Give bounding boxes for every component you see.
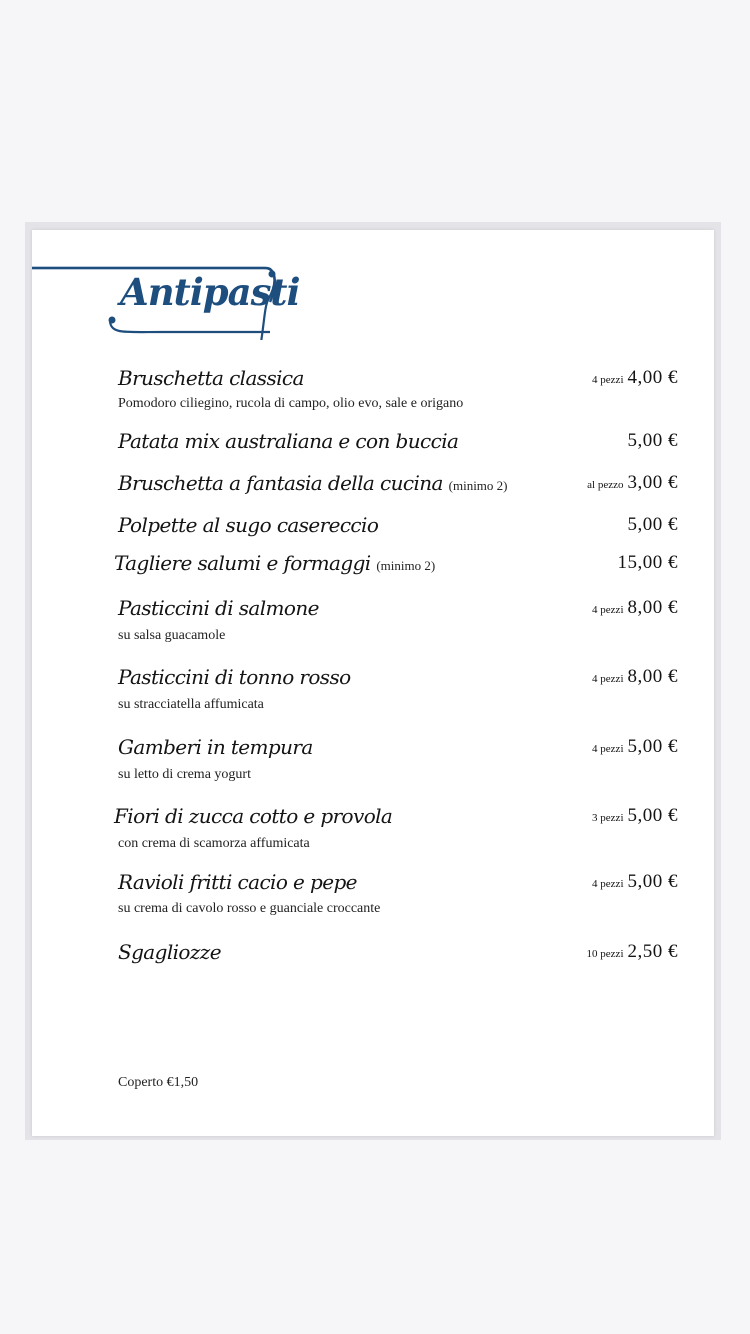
item-price: 4 pezzi 8,00 €: [592, 666, 678, 687]
menu-page: [32, 230, 714, 1136]
item-description: Pomodoro ciliegino, rucola di campo, olio evo, sale e origano: [118, 396, 464, 411]
item-price: 3 pezzi 5,00 €: [592, 805, 678, 826]
menu-item: [118, 429, 678, 456]
menu-item: [118, 471, 678, 498]
item-name: Sgagliozze: [118, 940, 221, 964]
item-name: Bruschetta classica: [118, 366, 304, 390]
item-price: 4 pezzi 8,00 €: [592, 597, 678, 618]
item-description: su crema di cavolo rosso e guanciale croccante: [118, 901, 381, 916]
menu-item: [114, 551, 678, 578]
menu-item: [118, 513, 678, 540]
cover-charge: Coperto €1,50: [118, 1075, 199, 1090]
item-name: Pasticcini di salmone: [118, 596, 319, 620]
item-name: Pasticcini di tonno rosso: [118, 665, 351, 689]
item-name: Tagliere salumi e formaggi (minimo 2): [114, 551, 436, 575]
item-name: Gamberi in tempura: [118, 735, 313, 759]
menu-title: Antipasti: [120, 270, 300, 314]
menu-item: [118, 665, 678, 713]
item-description: su letto di crema yogurt: [118, 767, 251, 782]
item-name: Polpette al sugo casereccio: [118, 513, 379, 537]
item-name: Bruschetta a fantasia della cucina (minimo 2): [118, 471, 508, 495]
item-price: 5,00 €: [627, 430, 678, 451]
item-description: su stracciatella affumicata: [118, 697, 264, 712]
menu-item: [114, 804, 678, 852]
item-price: 10 pezzi 2,50 €: [586, 941, 678, 962]
item-price: al pezzo 3,00 €: [587, 472, 678, 493]
item-description: su salsa guacamole: [118, 628, 226, 643]
item-price: 4 pezzi 4,00 €: [592, 367, 678, 388]
item-name: Patata mix australiana e con buccia: [118, 429, 459, 453]
item-name: Ravioli fritti cacio e pepe: [118, 870, 357, 894]
item-price: 15,00 €: [617, 552, 678, 573]
item-price: 5,00 €: [627, 514, 678, 535]
item-description: con crema di scamorza affumicata: [118, 836, 310, 851]
menu-item: [118, 366, 678, 412]
menu-item: [118, 940, 678, 967]
item-name: Fiori di zucca cotto e provola: [114, 804, 393, 828]
menu-item: [118, 735, 678, 783]
menu-item: [118, 870, 678, 917]
item-price: 4 pezzi 5,00 €: [592, 736, 678, 757]
menu-item: [118, 596, 678, 644]
item-price: 4 pezzi 5,00 €: [592, 871, 678, 892]
